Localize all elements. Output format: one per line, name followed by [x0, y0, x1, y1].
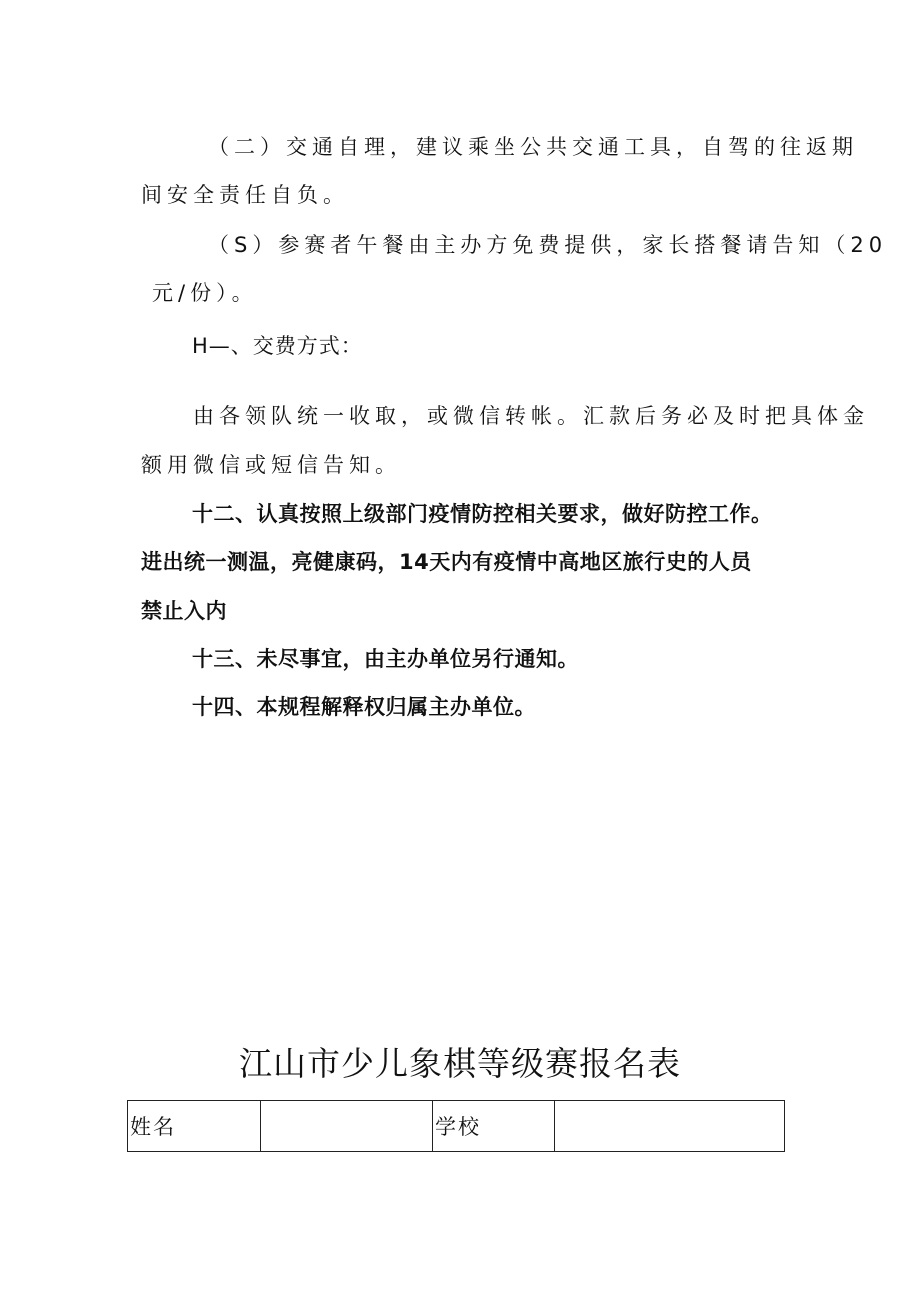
school-input-cell[interactable] — [555, 1101, 785, 1152]
lunch-line-2: 元/份）。 — [152, 281, 258, 305]
section-13: 十三、未尽事宜，由主办单位另行通知。 — [192, 647, 579, 671]
fee-line-2: 额用微信或短信告知。 — [141, 453, 401, 477]
transport-line-2: 间安全责任自负。 — [141, 183, 349, 207]
epidemic-line-3: 禁止入内 — [141, 599, 227, 623]
epidemic-line-1: 十二、认真按照上级部门疫情防控相关要求，做好防控工作。 — [192, 502, 773, 526]
lunch-line-1: （S）参赛者午餐由主办方免费提供，家长搭餐请告知（20 — [208, 233, 888, 257]
form-title: 江山市少儿象棋等级赛报名表 — [239, 1044, 681, 1083]
name-input-cell[interactable] — [261, 1101, 433, 1152]
signup-table — [127, 1100, 785, 1152]
name-label-cell: 姓名 — [128, 1101, 261, 1152]
epidemic-line-2: 进出统一测温，亮健康码，14天内有疫情中高地区旅行史的人员 — [141, 550, 752, 574]
table-row — [128, 1101, 785, 1152]
section-14: 十四、本规程解释权归属主办单位。 — [192, 695, 536, 719]
transport-line-1: （二）交通自理，建议乘坐公共交通工具，自驾的往返期 — [208, 135, 858, 159]
school-label-cell: 学校 — [433, 1101, 555, 1152]
fee-line-1: 由各领队统一收取，或微信转帐。汇款后务必及时把具体金 — [193, 404, 869, 428]
fee-heading: H—、交费方式： — [192, 334, 363, 358]
